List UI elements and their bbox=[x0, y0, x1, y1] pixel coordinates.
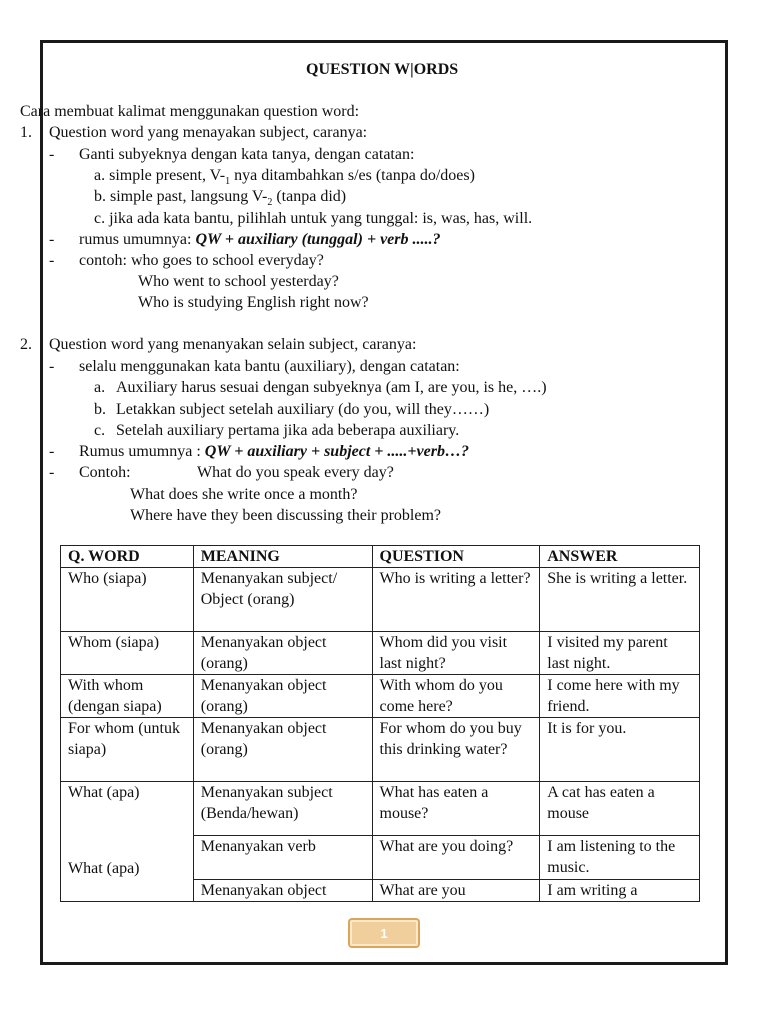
section2-bullet1: selalu menggunakan kata bantu (auxiliary), dengan catatan: bbox=[79, 358, 460, 375]
bullet-dash: - bbox=[49, 358, 55, 375]
table-row bbox=[61, 718, 700, 782]
section2-item-b: Letakkan subject setelah auxiliary (do you, will they……) bbox=[116, 401, 490, 418]
section1-item-b: b. simple past, langsung $V-_2$ (tanpa did) bbox=[94, 188, 347, 209]
meaning-cell: Menanyakan verb bbox=[193, 836, 372, 880]
bullet-dash: - bbox=[49, 231, 55, 248]
section2-item-b-label: b. bbox=[94, 401, 106, 418]
qword-cell: With whom (dengan siapa) bbox=[61, 675, 194, 718]
question-cell: Whom did you visit last night? bbox=[372, 632, 540, 675]
header-meaning: MEANING bbox=[193, 546, 372, 568]
page-number-badge: 1 bbox=[348, 918, 420, 948]
answer-cell: It is for you. bbox=[540, 718, 700, 782]
section1-example3: Who is studying English right now? bbox=[138, 294, 369, 311]
table-row bbox=[61, 782, 700, 836]
section2-item-a: Auxiliary harus sesuai dengan subyeknya (am I, are you, is he, ….) bbox=[116, 379, 547, 396]
question-words-table bbox=[60, 545, 700, 902]
table-row bbox=[61, 836, 700, 880]
section2-number: 2. bbox=[20, 336, 32, 353]
meaning-cell: Menanyakan object bbox=[193, 880, 372, 902]
section2-formula: QW + auxiliary + subject + .....+verb…? bbox=[204, 443, 469, 460]
section1-formula-line: rumus umumnya: QW + auxiliary (tunggal) + verb .....? bbox=[79, 231, 441, 248]
section2-item-c-label: c. bbox=[94, 422, 106, 439]
section1-example1: contoh: who goes to school everyday? bbox=[79, 252, 324, 269]
section1-example2: Who went to school yesterday? bbox=[138, 273, 339, 290]
intro-text: Cara membuat kalimat menggunakan question word: bbox=[20, 103, 360, 120]
answer-cell: She is writing a letter. bbox=[540, 568, 700, 632]
section1-formula: QW + auxiliary (tunggal) + verb .....? bbox=[195, 231, 441, 248]
qword-cell: For whom (untuk siapa) bbox=[61, 718, 194, 782]
meaning-cell: Menanyakan object (orang) bbox=[193, 718, 372, 782]
section2-example2: What does she write once a month? bbox=[130, 486, 358, 503]
page-title: QUESTION W|ORDS bbox=[306, 61, 459, 78]
section2-example1: What do you speak every day? bbox=[197, 464, 394, 481]
section2-heading: Question word yang menanyakan selain subject, caranya: bbox=[49, 336, 417, 353]
section1-bullet1: Ganti subyeknya dengan kata tanya, dengan catatan: bbox=[79, 146, 415, 163]
question-cell: What are you doing? bbox=[372, 836, 540, 880]
bullet-dash: - bbox=[49, 146, 55, 163]
question-cell: With whom do you come here? bbox=[372, 675, 540, 718]
qword-cell: Whom (siapa) bbox=[61, 632, 194, 675]
meaning-cell: Menanyakan object (orang) bbox=[193, 675, 372, 718]
answer-cell: A cat has eaten a mouse bbox=[540, 782, 700, 836]
qword-cell: What (apa) bbox=[61, 782, 194, 836]
header-qword: Q. WORD bbox=[61, 546, 194, 568]
bullet-dash: - bbox=[49, 252, 55, 269]
qword-cell: What (apa) bbox=[61, 836, 194, 902]
qword-cell: Who (siapa) bbox=[61, 568, 194, 632]
section1-item-c: c. jika ada kata bantu, pilihlah untuk yang tunggal: is, was, has, will. bbox=[94, 210, 533, 227]
question-cell: Who is writing a letter? bbox=[372, 568, 540, 632]
section2-example-label: Contoh: bbox=[79, 464, 131, 481]
question-cell: What are you bbox=[372, 880, 540, 902]
meaning-cell: Menanyakan subject/ Object (orang) bbox=[193, 568, 372, 632]
table-header-row bbox=[61, 546, 700, 568]
question-cell: What has eaten a mouse? bbox=[372, 782, 540, 836]
header-answer: ANSWER bbox=[540, 546, 700, 568]
table-row bbox=[61, 568, 700, 632]
header-question: QUESTION bbox=[372, 546, 540, 568]
section1-heading: Question word yang menayakan subject, caranya: bbox=[49, 124, 368, 141]
section2-item-a-label: a. bbox=[94, 379, 106, 396]
section1-number: 1. bbox=[20, 124, 32, 141]
answer-cell: I am writing a bbox=[540, 880, 700, 902]
answer-cell: I visited my parent last night. bbox=[540, 632, 700, 675]
table-row bbox=[61, 675, 700, 718]
section2-example3: Where have they been discussing their problem? bbox=[130, 507, 441, 524]
section2-formula-line: Rumus umumnya : QW + auxiliary + subject + .....+verb…? bbox=[79, 443, 469, 460]
bullet-dash: - bbox=[49, 443, 55, 460]
bullet-dash: - bbox=[49, 464, 55, 481]
section1-item-a: a. simple present, $V-_1$ nya ditambahkan s/es (tanpa do/does) bbox=[94, 167, 475, 188]
answer-cell: I come here with my friend. bbox=[540, 675, 700, 718]
section2-item-c: Setelah auxiliary pertama jika ada beberapa auxiliary. bbox=[116, 422, 460, 439]
question-cell: For whom do you buy this drinking water? bbox=[372, 718, 540, 782]
meaning-cell: Menanyakan object (orang) bbox=[193, 632, 372, 675]
answer-cell: I am listening to the music. bbox=[540, 836, 700, 880]
meaning-cell: Menanyakan subject (Benda/hewan) bbox=[193, 782, 372, 836]
table-row bbox=[61, 632, 700, 675]
